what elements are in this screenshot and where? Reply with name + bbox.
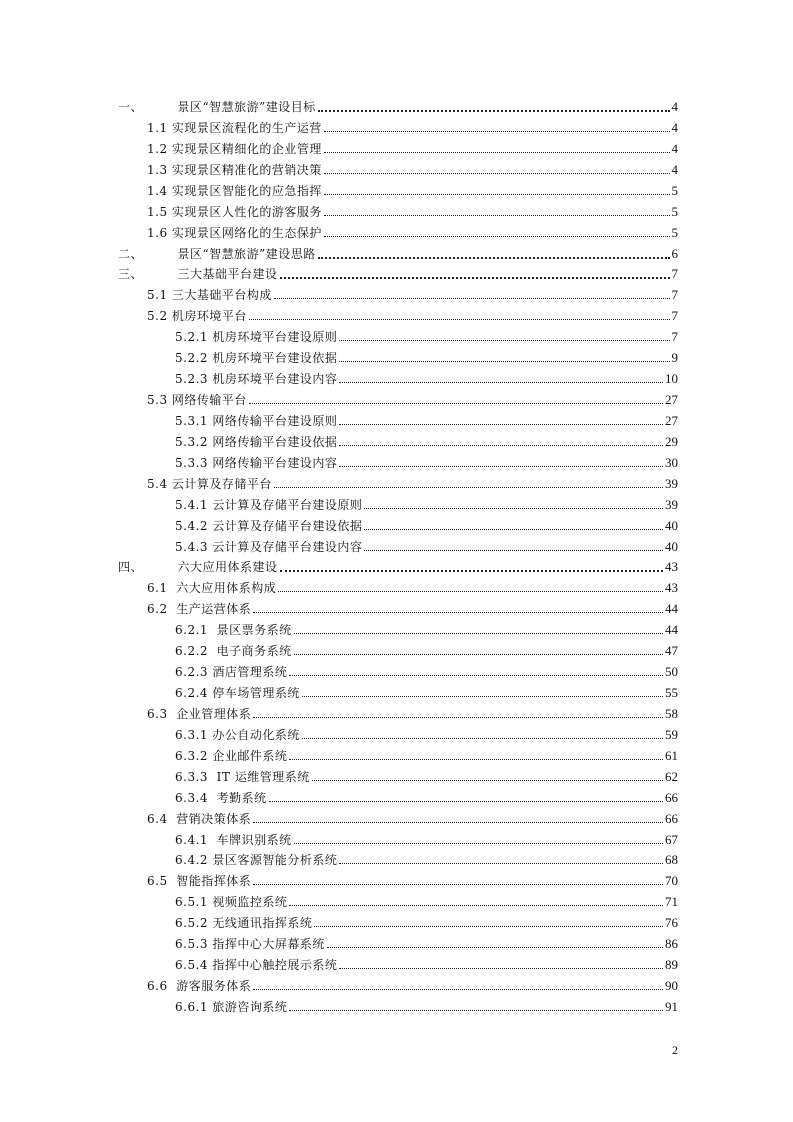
toc-entry[interactable] — [118, 554, 678, 574]
toc-entry[interactable] — [147, 220, 678, 240]
toc-entry[interactable] — [175, 680, 678, 700]
toc-entry-title: 6.2.2 电子商务系统 — [175, 644, 292, 659]
toc-entry-page: 4 — [671, 161, 678, 177]
toc-entry[interactable] — [147, 303, 678, 323]
toc-entry-page: 29 — [665, 433, 678, 449]
toc-entry-page: 71 — [665, 894, 678, 910]
toc-entry[interactable] — [175, 847, 678, 867]
toc-entry-page: 40 — [665, 517, 678, 533]
toc-entry-title: 6.1 六大应用体系构成 — [147, 581, 277, 596]
toc-entry-title: 5.3 网络传输平台 — [147, 393, 247, 408]
toc-leader-dots — [253, 884, 663, 885]
toc-entry[interactable] — [175, 659, 678, 679]
toc-entry-page: 61 — [665, 747, 678, 763]
toc-leader-dots — [274, 487, 663, 488]
toc-entry[interactable] — [175, 743, 678, 763]
toc-entry-page: 66 — [665, 810, 678, 826]
toc-leader-dots — [253, 612, 663, 613]
toc-entry-page: 50 — [665, 664, 678, 680]
toc-entry[interactable] — [147, 115, 678, 135]
toc-leader-dots — [324, 236, 670, 237]
toc-entry[interactable] — [175, 827, 678, 847]
toc-entry-title: 6.5 智能指挥体系 — [147, 874, 252, 889]
toc-entry-page: 7 — [671, 308, 678, 324]
toc-leader-dots — [280, 570, 663, 572]
toc-entry[interactable] — [175, 785, 678, 805]
toc-entry-page: 27 — [665, 412, 678, 428]
toc-entry[interactable] — [175, 345, 678, 365]
toc-leader-dots — [289, 1010, 663, 1011]
toc-entry[interactable] — [175, 450, 678, 470]
toc-entry-page: 44 — [665, 622, 678, 638]
toc-entry[interactable] — [175, 513, 678, 533]
toc-entry-page: 76 — [665, 915, 678, 931]
toc-entry-title: 6.5.1 视频监控系统 — [175, 895, 288, 910]
toc-entry-title: 6.5.3 指挥中心大屏幕系统 — [175, 937, 325, 952]
toc-leader-dots — [294, 633, 663, 634]
toc-leader-dots — [339, 968, 663, 969]
toc-leader-dots — [339, 340, 669, 341]
toc-entry-page: 10 — [665, 371, 678, 387]
toc-entry[interactable] — [147, 973, 678, 993]
toc-entry[interactable] — [147, 868, 678, 888]
toc-leader-dots — [327, 947, 663, 948]
toc-entry-page: 43 — [665, 559, 678, 575]
toc-leader-dots — [289, 905, 663, 906]
toc-leader-dots — [302, 738, 663, 739]
toc-leader-dots — [324, 173, 670, 174]
toc-leader-dots — [339, 361, 669, 362]
toc-entry-title: 1.1 实现景区流程化的生产运营 — [147, 120, 322, 135]
toc-entry-title: 5.3.2 网络传输平台建设依据 — [175, 434, 338, 449]
toc-leader-dots — [339, 466, 663, 467]
toc-entry[interactable] — [175, 534, 678, 554]
toc-entry-page: 90 — [665, 978, 678, 994]
toc-entry[interactable] — [147, 596, 678, 616]
toc-entry[interactable] — [175, 617, 678, 637]
toc-leader-dots — [280, 277, 670, 279]
toc-entry-page: 39 — [665, 475, 678, 491]
toc-entry-page: 58 — [665, 705, 678, 721]
toc-entry-title: 6.3.4 考勤系统 — [175, 790, 267, 805]
toc-entry[interactable] — [175, 492, 678, 512]
toc-entry-title: 6.6.1 旅游咨询系统 — [175, 999, 288, 1014]
toc-entry[interactable] — [175, 638, 678, 658]
toc-entry-title: 5.4.1 云计算及存储平台建设原则 — [175, 497, 363, 512]
toc-entry[interactable] — [175, 324, 678, 344]
toc-entry-title: 6.5.2 无线通讯指挥系统 — [175, 916, 313, 931]
toc-entry-title: 6.2.3 酒店管理系统 — [175, 665, 288, 680]
toc-leader-dots — [274, 298, 670, 299]
toc-entry-page: 5 — [671, 182, 678, 198]
toc-entry-title: 三、 三大基础平台建设 — [118, 267, 278, 282]
toc-entry-page: 5 — [671, 224, 678, 240]
toc-entry[interactable] — [147, 282, 678, 302]
toc-leader-dots — [339, 424, 663, 425]
toc-entry[interactable] — [175, 722, 678, 742]
toc-entry-page: 40 — [665, 538, 678, 554]
toc-entry-page: 4 — [671, 119, 678, 135]
toc-entry-title: 5.3.1 网络传输平台建设原则 — [175, 413, 338, 428]
toc-leader-dots — [302, 696, 663, 697]
toc-entry-page: 7 — [671, 266, 678, 282]
toc-leader-dots — [294, 654, 663, 655]
toc-entry-page: 27 — [665, 392, 678, 408]
toc-entry[interactable] — [147, 199, 678, 219]
toc-entry-title: 5.4.2 云计算及存储平台建设依据 — [175, 518, 363, 533]
toc-entry[interactable] — [175, 764, 678, 784]
toc-entry-page: 47 — [665, 643, 678, 659]
toc-entry[interactable] — [175, 366, 678, 386]
toc-leader-dots — [324, 194, 670, 195]
toc-entry[interactable] — [118, 261, 678, 281]
toc-entry[interactable] — [118, 94, 678, 114]
toc-leader-dots — [324, 152, 670, 153]
toc-entry[interactable] — [147, 387, 678, 407]
toc-entry-title: 5.4 云计算及存储平台 — [147, 476, 272, 491]
toc-leader-dots — [364, 508, 663, 509]
toc-entry[interactable] — [147, 157, 678, 177]
toc-entry-title: 一、 景区“智慧旅游”建设目标 — [118, 100, 316, 114]
toc-entry-title: 6.2 生产运营体系 — [147, 602, 252, 617]
toc-entry-title: 6.2.4 停车场管理系统 — [175, 686, 300, 701]
toc-entry-page: 7 — [671, 287, 678, 303]
toc-leader-dots — [312, 780, 663, 781]
toc-entry-title: 5.2.1 机房环境平台建设原则 — [175, 330, 338, 345]
toc-leader-dots — [249, 319, 670, 320]
toc-entry-page: 86 — [665, 936, 678, 952]
toc-leader-dots — [314, 926, 663, 927]
toc-entry[interactable] — [147, 136, 678, 156]
toc-entry-page: 4 — [671, 140, 678, 156]
toc-entry-title: 6.4 营销决策体系 — [147, 811, 252, 826]
toc-entry-page: 30 — [665, 454, 678, 470]
toc-leader-dots — [278, 591, 663, 592]
toc-entry[interactable] — [147, 471, 678, 491]
toc-entry-title: 5.1 三大基础平台构成 — [147, 288, 272, 303]
toc-entry-page: 4 — [671, 99, 678, 114]
toc-entry-page: 67 — [665, 831, 678, 847]
toc-leader-dots — [318, 110, 670, 112]
toc-leader-dots — [339, 445, 663, 446]
toc-entry-page: 55 — [665, 685, 678, 701]
toc-entry[interactable] — [147, 575, 678, 595]
toc-entry-page: 7 — [671, 329, 678, 345]
toc-entry-title: 6.3.2 企业邮件系统 — [175, 748, 288, 763]
toc-entry-title: 1.5 实现景区人性化的游客服务 — [147, 204, 322, 219]
toc-entry-title: 二、 景区“智慧旅游”建设思路 — [118, 246, 316, 261]
toc-leader-dots — [253, 822, 663, 823]
toc-entry[interactable] — [175, 910, 678, 930]
toc-entry-title: 5.2.3 机房环境平台建设内容 — [175, 372, 338, 387]
toc-entry-page: 66 — [665, 789, 678, 805]
toc-entry-title: 6.3.1 办公自动化系统 — [175, 727, 300, 742]
page-number: 2 — [672, 1043, 678, 1057]
toc-entry-page: 62 — [665, 768, 678, 784]
toc-leader-dots — [364, 550, 663, 551]
toc-entry-page: 59 — [665, 726, 678, 742]
toc-entry-page: 91 — [665, 998, 678, 1014]
toc-leader-dots — [253, 989, 663, 990]
toc-leader-dots — [253, 717, 663, 718]
toc-leader-dots — [324, 131, 670, 132]
toc-entry-page: 70 — [665, 873, 678, 889]
toc-entry-title: 1.6 实现景区网络化的生态保护 — [147, 225, 322, 240]
toc-leader-dots — [339, 863, 663, 864]
toc-entry[interactable] — [147, 701, 678, 721]
toc-entry[interactable] — [175, 889, 678, 909]
toc-entry-page: 44 — [665, 601, 678, 617]
toc-entry-page: 68 — [665, 852, 678, 868]
toc-entry-page: 39 — [665, 496, 678, 512]
toc-entry-title: 6.4.2 景区客源智能分析系统 — [175, 853, 338, 868]
toc-entry-page: 43 — [665, 580, 678, 596]
toc-entry[interactable] — [175, 931, 678, 951]
toc-entry-page: 9 — [671, 350, 678, 366]
toc-entry-title: 5.4.3 云计算及存储平台建设内容 — [175, 539, 363, 554]
toc-entry-title: 四、 六大应用体系建设 — [118, 560, 278, 575]
toc-entry-title: 6.3.3 IT 运维管理系统 — [175, 769, 310, 784]
toc-entry-title: 5.3.3 网络传输平台建设内容 — [175, 455, 338, 470]
toc-leader-dots — [318, 257, 670, 259]
toc-leader-dots — [249, 403, 663, 404]
toc-entry-page: 6 — [671, 245, 678, 261]
toc-entry-title: 5.2.2 机房环境平台建设依据 — [175, 351, 338, 366]
toc-entry-title: 5.2 机房环境平台 — [147, 309, 247, 324]
toc-leader-dots — [364, 529, 663, 530]
toc-entry[interactable] — [175, 408, 678, 428]
toc-entry[interactable] — [147, 178, 678, 198]
toc-entry-title: 6.5.4 指挥中心触控展示系统 — [175, 958, 338, 973]
toc-entry-title: 6.6 游客服务体系 — [147, 979, 252, 994]
toc-leader-dots — [324, 215, 670, 216]
toc-entry-title: 1.3 实现景区精准化的营销决策 — [147, 162, 322, 177]
toc-entry-title: 6.4.1 车牌识别系统 — [175, 832, 292, 847]
toc-entry-title: 1.2 实现景区精细化的企业管理 — [147, 141, 322, 156]
toc-leader-dots — [289, 675, 663, 676]
toc-entry[interactable] — [147, 806, 678, 826]
toc-leader-dots — [269, 801, 663, 802]
toc-entry-title: 6.2.1 景区票务系统 — [175, 623, 292, 638]
toc-entry[interactable] — [175, 429, 678, 449]
toc-entry[interactable] — [175, 952, 678, 972]
toc-entry-title: 1.4 实现景区智能化的应急指挥 — [147, 183, 322, 198]
toc-leader-dots — [294, 843, 663, 844]
toc-entry-page: 5 — [671, 203, 678, 219]
toc-entry-page: 89 — [665, 957, 678, 973]
toc-entry[interactable] — [175, 994, 678, 1014]
toc-entry[interactable] — [118, 241, 678, 261]
toc-entry-title: 6.3 企业管理体系 — [147, 706, 252, 721]
toc-leader-dots — [289, 759, 663, 760]
toc-leader-dots — [339, 382, 663, 383]
